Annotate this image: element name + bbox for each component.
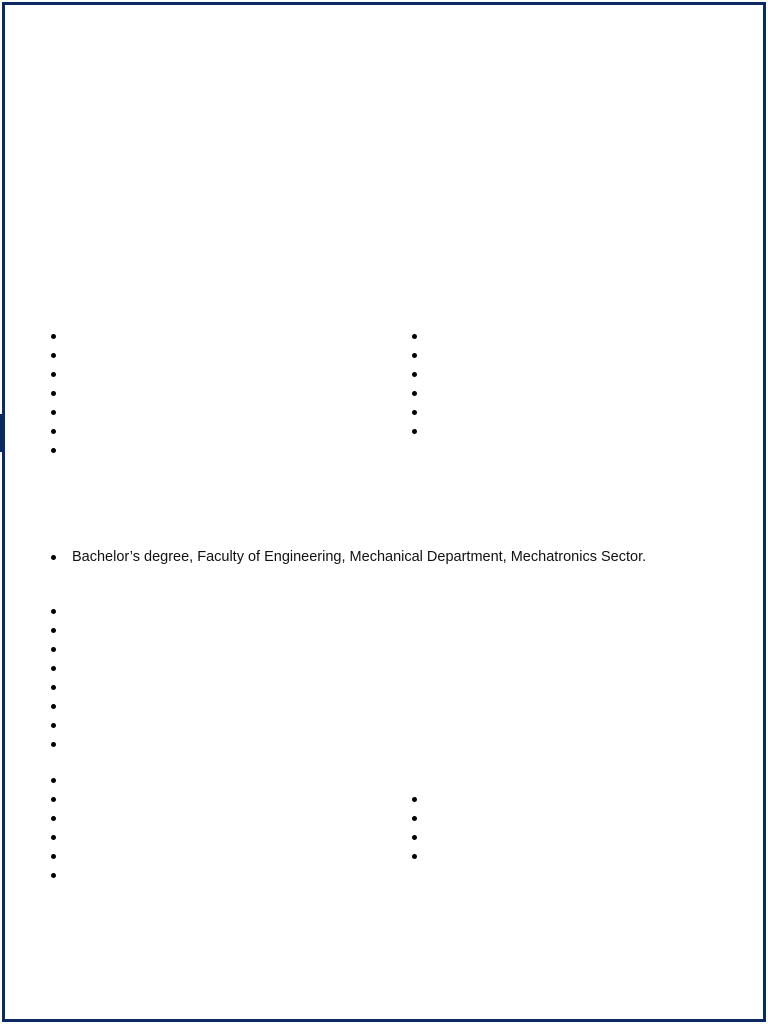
bullet-icon xyxy=(51,723,56,728)
bullet-icon xyxy=(51,448,56,453)
bullet-icon xyxy=(412,797,417,802)
bullet-icon xyxy=(412,816,417,821)
bullet-icon xyxy=(51,704,56,709)
bullet-icon xyxy=(51,685,56,690)
bullet-icon xyxy=(51,609,56,614)
page-border xyxy=(2,2,766,1022)
bullet-icon xyxy=(51,555,56,560)
bullet-icon xyxy=(51,835,56,840)
bullet-icon xyxy=(51,778,56,783)
bullet-icon xyxy=(51,429,56,434)
list-item-text: Bachelor’s degree, Faculty of Engineering, Mechanical Department, Mechatronics Sector. xyxy=(72,549,647,565)
bullet-icon xyxy=(412,410,417,415)
bullet-icon xyxy=(51,410,56,415)
bullet-icon xyxy=(412,391,417,396)
bullet-icon xyxy=(412,429,417,434)
bullet-icon xyxy=(51,666,56,671)
bullet-icon xyxy=(51,391,56,396)
page-edge-marker xyxy=(0,414,3,452)
bullet-icon xyxy=(51,628,56,633)
bullet-icon xyxy=(412,353,417,358)
bullet-icon xyxy=(51,647,56,652)
bullet-icon xyxy=(51,353,56,358)
bullet-icon xyxy=(51,797,56,802)
bullet-icon xyxy=(51,742,56,747)
bullet-icon xyxy=(412,372,417,377)
bullet-icon xyxy=(412,854,417,859)
bullet-icon xyxy=(51,816,56,821)
bullet-icon xyxy=(412,835,417,840)
bullet-icon xyxy=(51,854,56,859)
bullet-icon xyxy=(412,334,417,339)
bullet-icon xyxy=(51,873,56,878)
bullet-icon xyxy=(51,372,56,377)
bullet-icon xyxy=(51,334,56,339)
